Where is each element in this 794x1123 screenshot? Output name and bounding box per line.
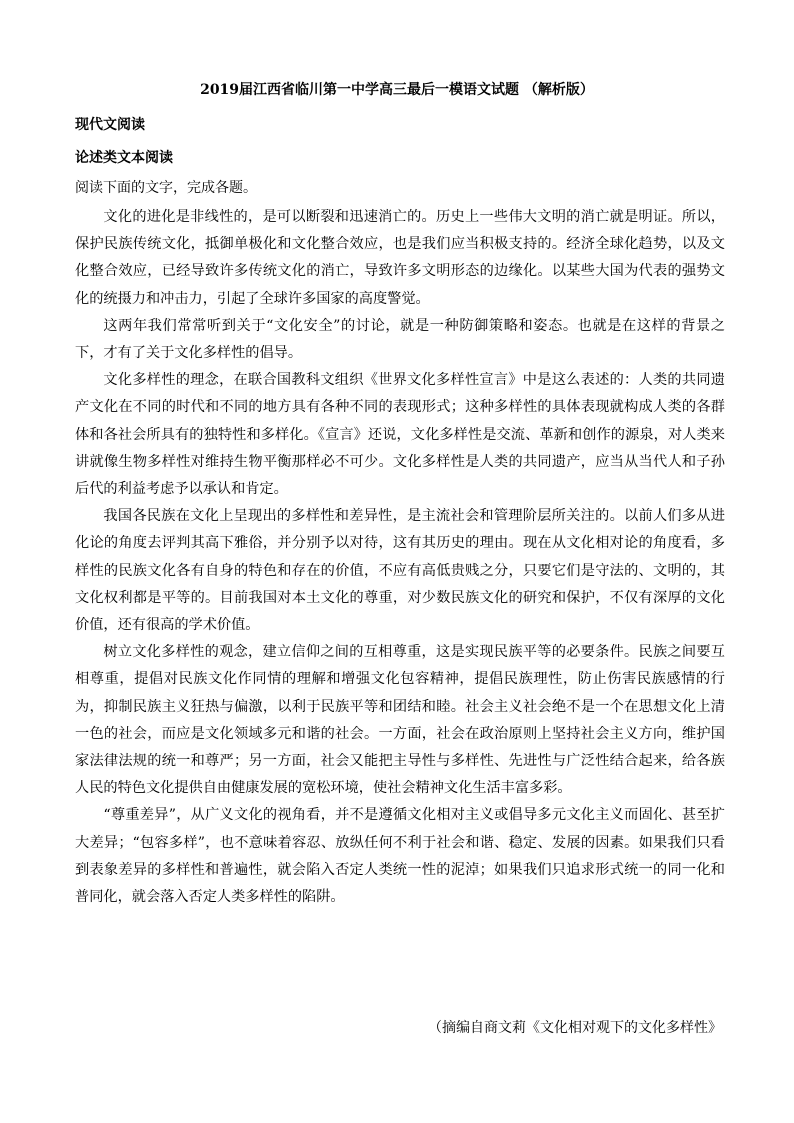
paragraph-3: 文化多样性的理念，在联合国教科文组织《世界文化多样性宣言》中是这么表述的：人类的共同遗产文化在不同的时代和不同的地方具有各种不同的表现形式；这种多样性的具体表现就构成人类的各群体和各社会所具有的独特性和多样化。《宣言》还说，文化多样性是交流、革新和创作的源泉，对人类来讲就像生物多样性对维持生物平衡那样必不可少。文化多样性是人类的共同遗产，应当从当代人和子孙后代的利益考虑予以承认和肯定。 <box>75 372 725 498</box>
reading-instruction: 阅读下面的文字，完成各题。 <box>75 180 257 196</box>
document-title: 2019届江西省临川第一中学高三最后一模语文试题 （解析版） <box>200 82 594 98</box>
paragraph-5: 树立文化多样性的观念，建立信仰之间的互相尊重，这是实现民族平等的必要条件。民族之间要互相尊重，提倡对民族文化作同情的理解和增强文化包容精神，提倡民族理性，防止伤害民族感情的行为，抑制民族主义狂热与偏激，以利于民族平等和团结和睦。社会主义社会绝不是一个在思想文化上清一色的社会，而应是文化领域多元和谐的社会。一方面，社会在政治原则上坚持社会主义方向，维护国家法律法规的统一和尊严；另一方面，社会又能把主导性与多样性、先进性与广泛性结合起来，给各族人民的特色文化提供自由健康发展的宽松环境，使社会精神文化生活丰富多彩。 <box>75 644 725 797</box>
source-citation: （摘编自商文莉《文化相对观下的文化多样性》 <box>428 1020 722 1036</box>
paragraph-2: 这两年我们常常听到关于“文化安全”的讨论，就是一种防御策略和姿态。也就是在这样的背景之下，才有了关于文化多样性的倡导。 <box>75 317 725 362</box>
article-body <box>75 204 725 911</box>
paragraph-6: “尊重差异”，从广义文化的视角看，并不是遵循文化相对主义或倡导多元文化主义而固化、甚至扩大差异；“包容多样”，也不意味着容忍、放纵任何不利于社会和谐、稳定、发展的因素。如果我们只看到表象差异的多样性和普遍性，就会陷入否定人类统一性的泥淖；如果我们只追求形式统一的同一化和普同化，就会落入否定人类多样性的陷阱。 <box>75 807 725 906</box>
paragraph-1: 文化的进化是非线性的，是可以断裂和迅速消亡的。历史上一些伟大文明的消亡就是明证。所以，保护民族传统文化，抵御单极化和文化整合效应，也是我们应当积极支持的。经济全球化趋势，以及文化整合效应，已经导致许多传统文化的消亡，导致许多文明形态的边缘化。以某些大国为代表的强势文化的统摄力和冲击力，引起了全球许多国家的高度警觉。 <box>75 209 725 307</box>
subsection-heading: 论述类文本阅读 <box>75 150 173 166</box>
paragraph-4: 我国各民族在文化上呈现出的多样性和差异性，是主流社会和管理阶层所关注的。以前人们多从进化论的角度去评判其高下雅俗，并分别予以对待，这有其历史的理由。现在从文化相对论的角度看，多样性的民族文化各有自身的特色和存在的价值，不应有高低贵贱之分，只要它们是守法的、文明的，其文化权利都是平等的。目前我国对本土文化的尊重，对少数民族文化的研究和保护，不仅有深厚的文化价值，还有很高的学术价值。 <box>75 508 725 634</box>
section-heading: 现代文阅读 <box>75 117 145 133</box>
